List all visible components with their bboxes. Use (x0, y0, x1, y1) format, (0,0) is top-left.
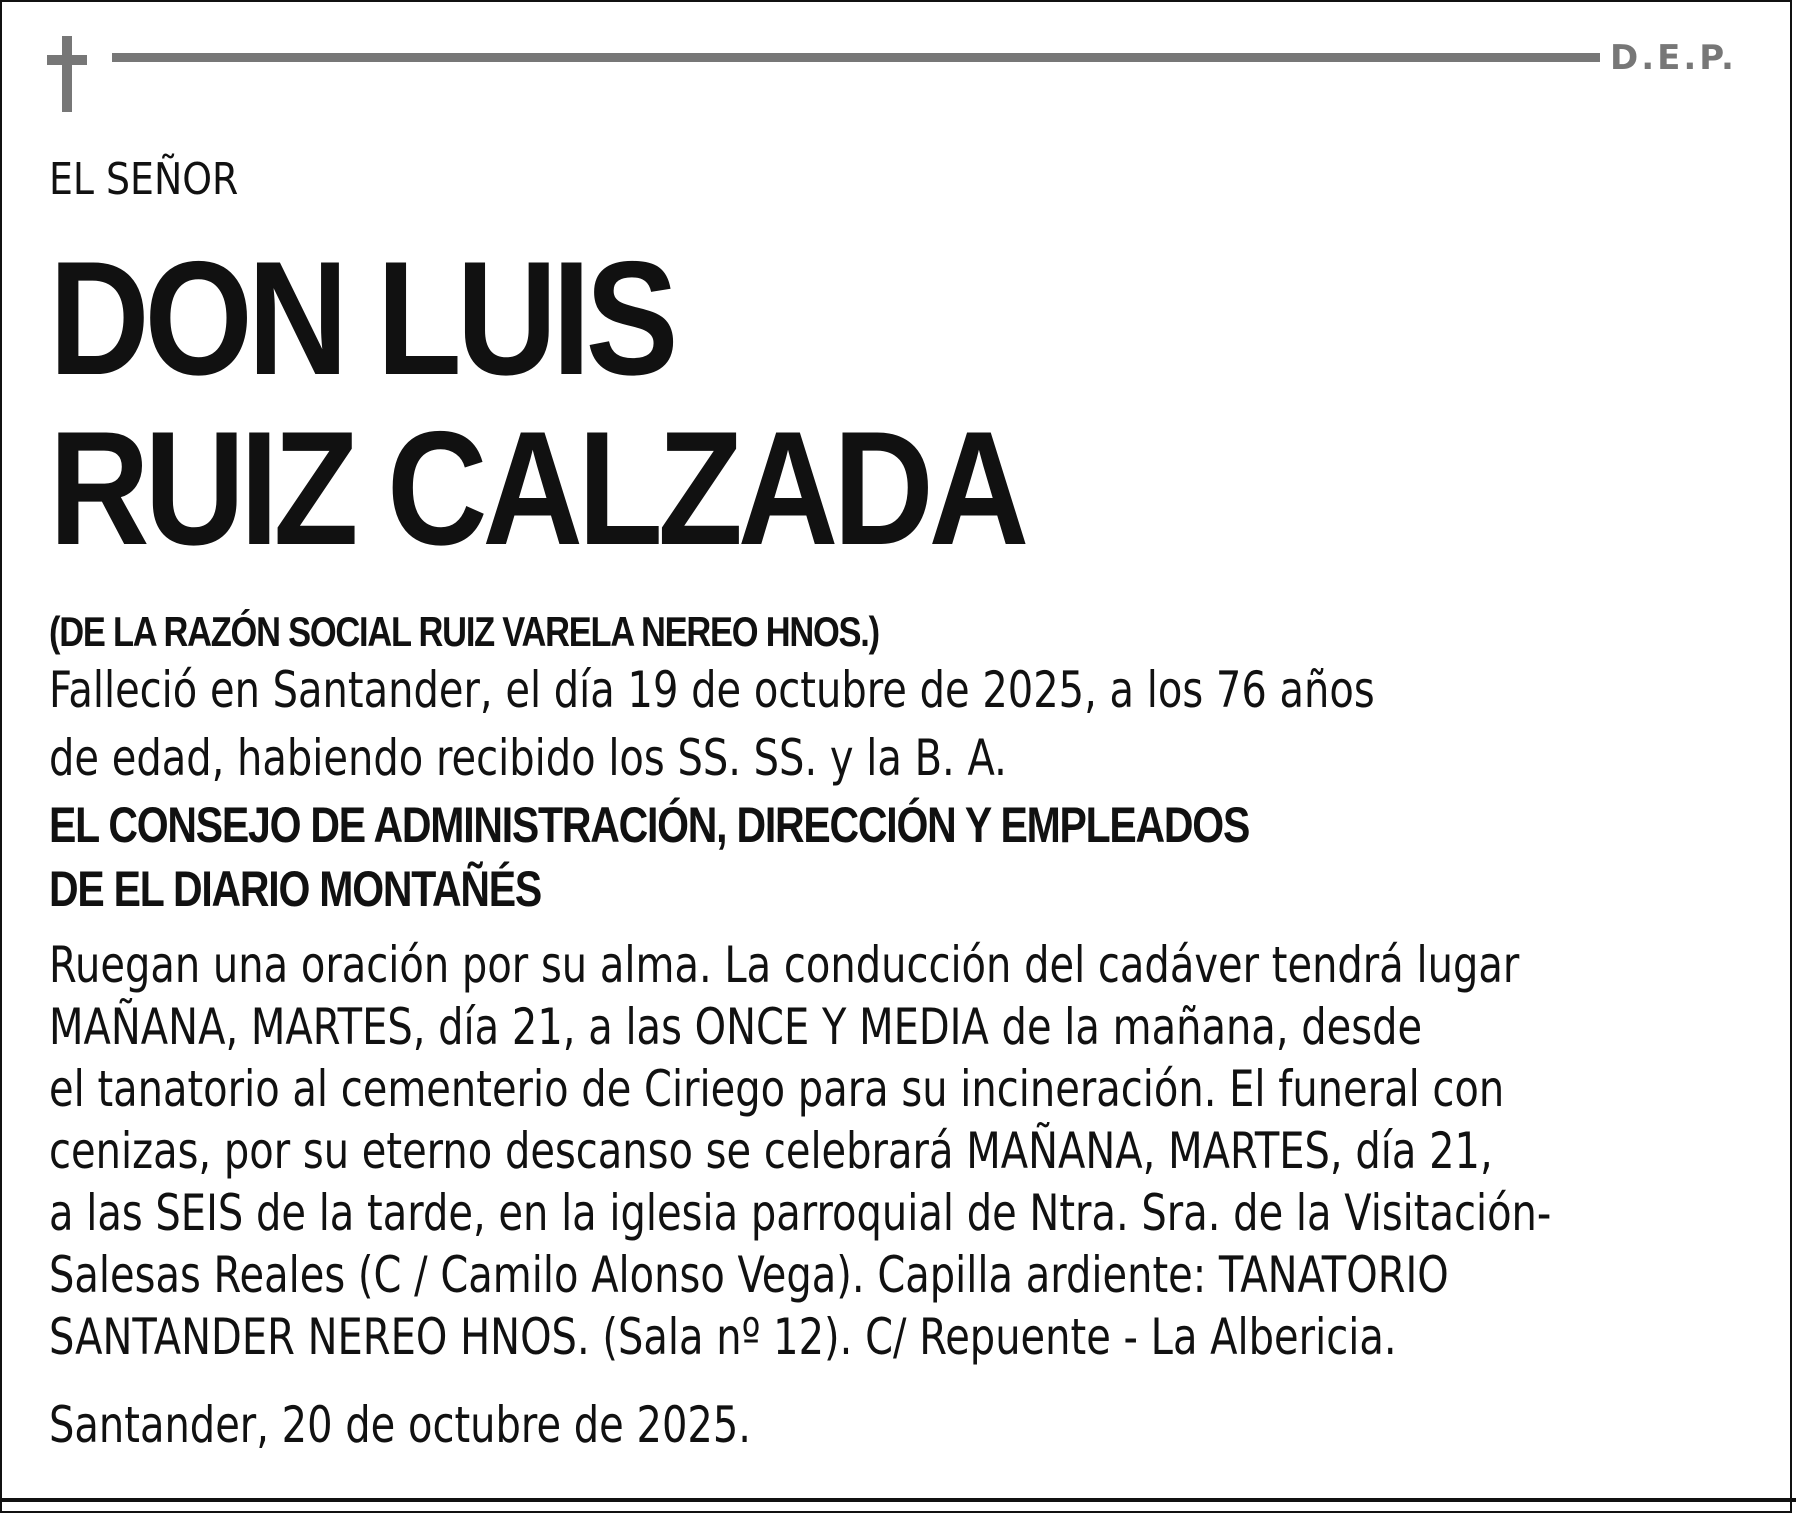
date-line: Santander, 20 de octubre de 2025. (49, 1396, 752, 1454)
death-line-1: Falleció en Santander, el día 19 de octubre de 2025, a los 76 años (49, 661, 1375, 719)
deceased-name-line-2: RUIZ CALZADA (49, 398, 1025, 579)
deceased-name-line-1: DON LUIS (49, 228, 674, 409)
honorific: EL SEÑOR (49, 154, 239, 205)
details-line-1: Ruegan una oración por su alma. La conducción del cadáver tendrá lugar (49, 936, 1520, 994)
details-line-2: MAÑANA, MARTES, día 21, a las ONCE Y MEDIA de la mañana, desde (49, 998, 1423, 1056)
cross-icon (47, 36, 87, 112)
mourners-line-2: DE EL DIARIO MONTAÑÉS (49, 861, 542, 917)
details-line-3: el tanatorio al cementerio de Ciriego para su incineración. El funeral con (49, 1060, 1505, 1118)
details-line-6: Salesas Reales (C / Camilo Alonso Vega). Capilla ardiente: TANATORIO (49, 1246, 1449, 1304)
details-line-7: SANTANDER NEREO HNOS. (Sala nº 12). C/ Repuente - La Albericia. (49, 1308, 1397, 1366)
details-line-4: cenizas, por su eterno descanso se celebrará MAÑANA, MARTES, día 21, (49, 1122, 1493, 1180)
dep-label: D.E.P. (1610, 38, 1737, 78)
mourners-line-1: EL CONSEJO DE ADMINISTRACIÓN, DIRECCIÓN Y EMPLEADOS (49, 797, 1250, 853)
affiliation: (DE LA RAZÓN SOCIAL RUIZ VARELA NEREO HNOS.) (49, 608, 879, 655)
death-line-2: de edad, habiendo recibido los SS. SS. y la B. A. (49, 729, 1007, 787)
bottom-rule (0, 1498, 1796, 1502)
details-line-5: a las SEIS de la tarde, en la iglesia parroquial de Ntra. Sra. de la Visitación- (49, 1184, 1552, 1242)
header-rule (112, 53, 1600, 62)
